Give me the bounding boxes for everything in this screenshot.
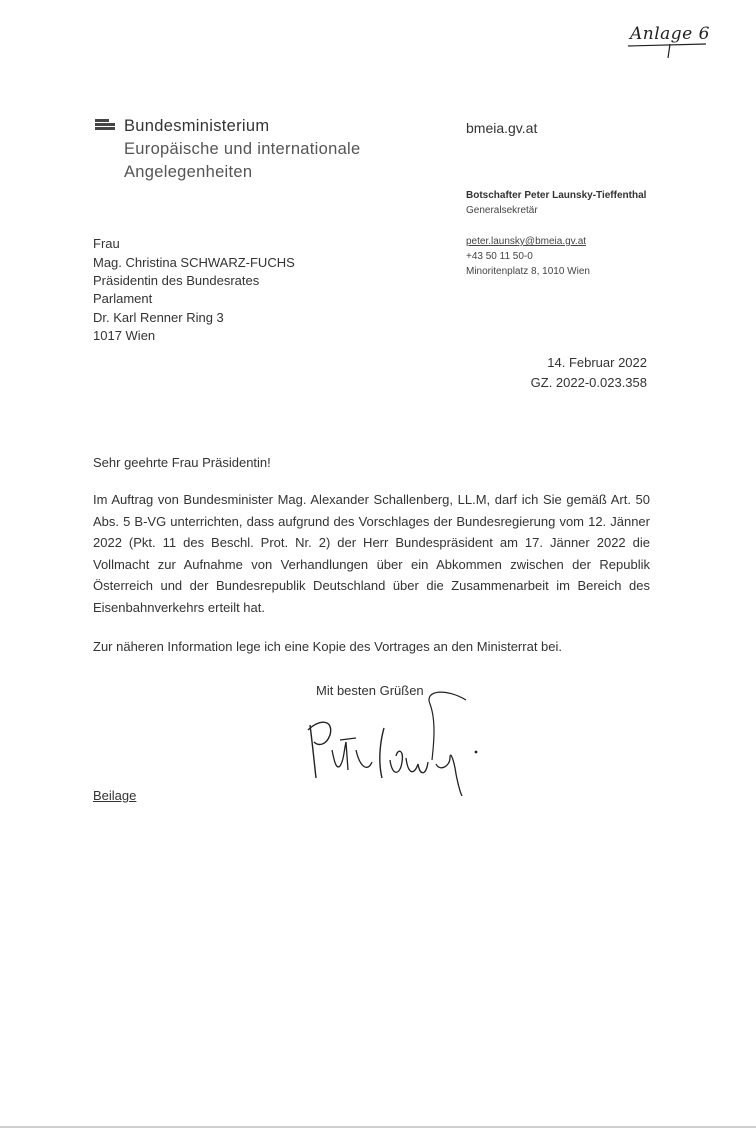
recipient-line: 1017 Wien xyxy=(93,328,156,343)
recipient-line: Dr. Karl Renner Ring 3 xyxy=(93,310,224,325)
letter-date: 14. Februar 2022 xyxy=(547,355,647,370)
recipient-line: Parlament xyxy=(93,291,153,306)
annex-underline xyxy=(626,20,716,60)
closing-info: Zur näheren Information lege ich eine Kopie des Vortrages an den Ministerrat bei. xyxy=(93,639,562,654)
recipient-line: Frau xyxy=(93,236,120,251)
annex-label: Anlage 6 xyxy=(630,24,710,44)
sender-email[interactable]: peter.launsky@bmeia.gv.at xyxy=(466,236,587,247)
regards: Mit besten Grüßen xyxy=(316,683,424,698)
ministry-name-line-1: Bundesministerium xyxy=(124,117,270,135)
reference-number: GZ. 2022-0.023.358 xyxy=(530,375,647,390)
sender-address: Minoritenplatz 8, 1010 Wien xyxy=(466,266,590,277)
ministry-name-line-3: Angelegenheiten xyxy=(124,163,253,181)
recipient-line: Präsidentin des Bundesrates xyxy=(93,273,260,288)
ministry-name-line-2: Europäische und internationale xyxy=(124,140,361,158)
ministry-logo-icon xyxy=(95,119,115,131)
salutation: Sehr geehrte Frau Präsidentin! xyxy=(93,455,271,470)
sender-phone: +43 50 11 50-0 xyxy=(466,251,533,262)
enclosure-label: Beilage xyxy=(93,788,137,803)
page-bottom-edge xyxy=(0,1126,756,1128)
recipient-line: Mag. Christina SCHWARZ-FUCHS xyxy=(93,255,295,270)
sender-role: Generalsekretär xyxy=(466,205,538,216)
signature-image xyxy=(300,680,490,800)
letter-body: Im Auftrag von Bundesminister Mag. Alexander Schallenberg, LL.M, darf ich Sie gemäß Art. 50 Abs. 5 B-VG unterrichten, dass aufgrund des Vorschlages der Bundesregierung vom 12. Jänner 2022 (Pkt. 11 des Beschl. Prot. Nr. 2) der Herr Bundespräsident am 17. Jänner 2022 die Vollmacht zur Aufnahme von Verhandlungen über ein Abkommen zwischen der Republik Österreich und der Bundesrepublik Deutschland über die Zusammenarbeit im Bereich des Eisenbahnverkehrs erteilt hat. xyxy=(93,492,650,615)
ministry-website: bmeia.gv.at xyxy=(466,120,538,136)
annex-handwritten-mark xyxy=(626,20,716,60)
sender-name: Botschafter Peter Launsky-Tieffenthal xyxy=(466,190,647,201)
